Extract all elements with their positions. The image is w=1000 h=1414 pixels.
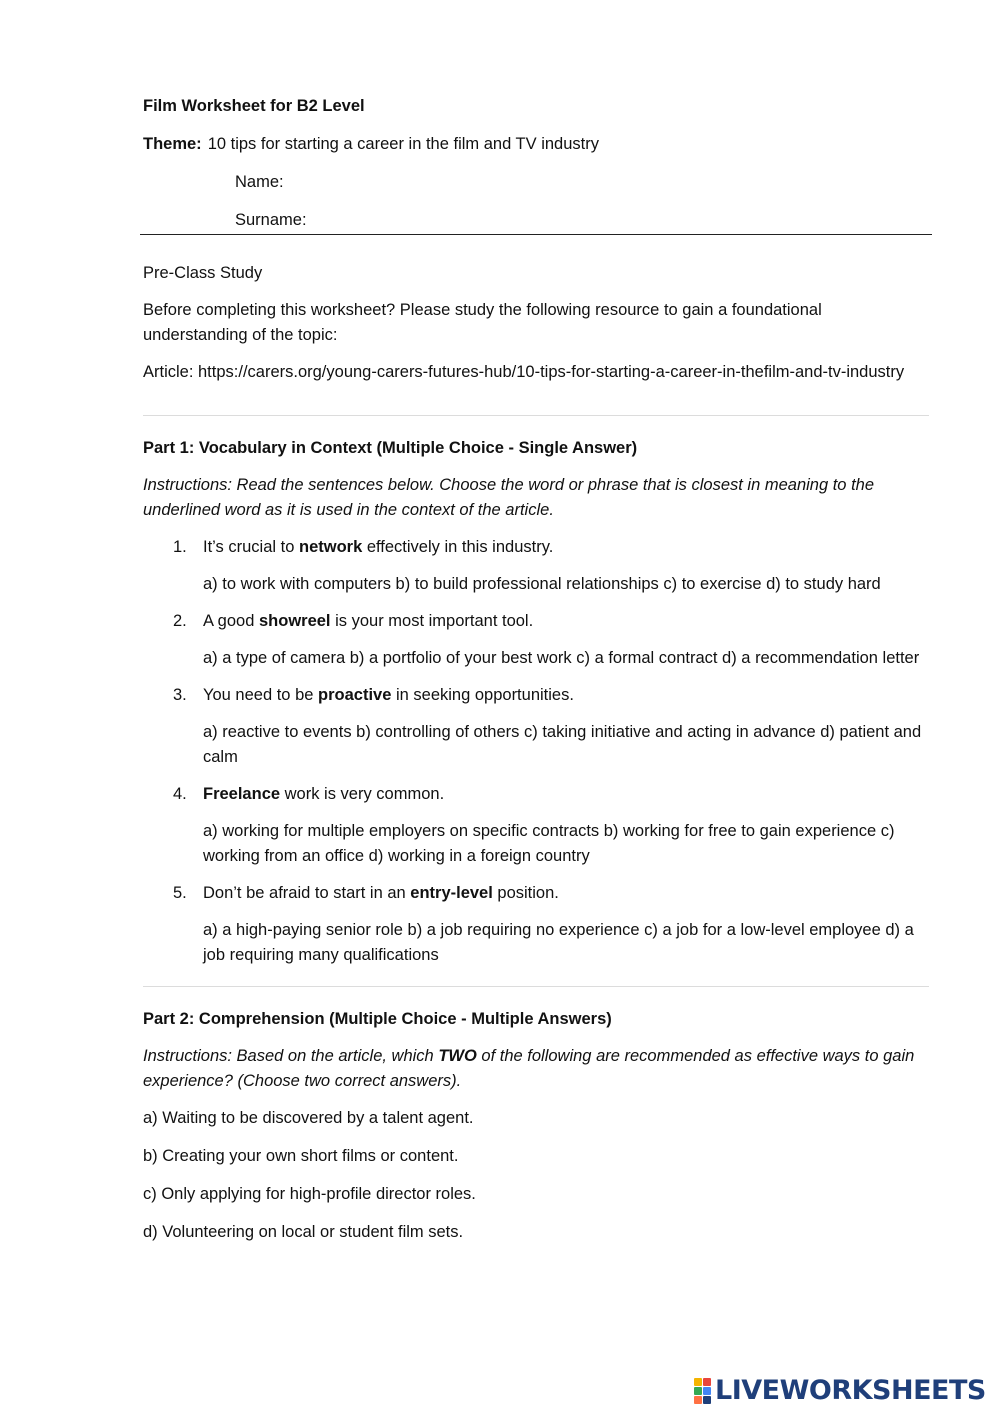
part1-instructions: Instructions: Read the sentences below. Choose the word or phrase that is closest in meaning to the underlined word as it is used in the context of the article. (143, 476, 875, 519)
question-number: 2. (173, 612, 187, 630)
question-keyword: network (298, 538, 363, 556)
question-options[interactable]: a) a high-paying senior role b) a job requiring no experience c) a job for a low-level employee d) a job requiring many qualifications (203, 921, 914, 964)
section-divider (143, 415, 929, 416)
logo-text: LIVEWORKSHEETS (715, 1375, 986, 1406)
part2-heading: Part 2: Comprehension (Multiple Choice - Multiple Answers) (143, 1010, 612, 1028)
worksheet-page (143, 94, 929, 1258)
question-item (143, 683, 929, 770)
theme-label: Theme: (143, 135, 202, 153)
theme-line (143, 132, 929, 157)
part1-question-list (143, 535, 929, 968)
question-keyword: Freelance (203, 785, 281, 803)
question-number: 3. (173, 686, 187, 704)
question-options[interactable]: a) to work with computers b) to build professional relationships c) to exercise d) to study hard (203, 575, 881, 593)
question-item (143, 609, 929, 671)
question-text: Don’t be afraid to start in an entry-level position. (203, 884, 559, 902)
section-divider (143, 986, 929, 987)
header-divider (140, 234, 932, 235)
question-keyword: entry-level (410, 884, 493, 902)
preclass-heading: Pre-Class Study (143, 264, 263, 282)
instruction-emphasis: TWO (438, 1047, 477, 1065)
question-text: It’s crucial to network effectively in this industry. (203, 538, 554, 556)
question-text: Freelance work is very common. (203, 785, 445, 803)
part1-heading: Part 1: Vocabulary in Context (Multiple Choice - Single Answer) (143, 439, 638, 457)
part2-instructions: Instructions: Based on the article, which TWO of the following are recommended as effective ways to gain experience? (Choose two correct answers). (143, 1047, 915, 1090)
question-number: 5. (173, 884, 187, 902)
question-options[interactable]: a) working for multiple employers on specific contracts b) working for free to gain experience c) working from an office d) working in a foreign country (203, 822, 895, 865)
theme-text: 10 tips for starting a career in the film and TV industry (207, 135, 599, 153)
answer-choice-b[interactable]: b) Creating your own short films or content. (143, 1147, 459, 1165)
answer-choice-c[interactable]: c) Only applying for high-profile director roles. (143, 1185, 476, 1203)
liveworksheets-logo[interactable] (694, 1376, 986, 1406)
answer-choice-d[interactable]: d) Volunteering on local or student film sets. (143, 1223, 464, 1241)
question-item (143, 782, 929, 869)
article-link[interactable]: Article: https://carers.org/young-carers-futures-hub/10-tips-for-starting-a-career-in-thefilm-and-tv-industry (143, 363, 905, 381)
question-item (143, 881, 929, 968)
answer-choice-a[interactable]: a) Waiting to be discovered by a talent agent. (143, 1109, 474, 1127)
question-text: A good showreel is your most important tool. (203, 612, 534, 630)
question-keyword: proactive (318, 686, 392, 704)
preclass-intro: Before completing this worksheet? Please study the following resource to gain a foundational understanding of the topic: (143, 301, 822, 344)
logo-grid-icon (694, 1378, 711, 1404)
worksheet-title: Film Worksheet for B2 Level (143, 97, 365, 115)
question-item (143, 535, 929, 597)
question-options[interactable]: a) a type of camera b) a portfolio of your best work c) a formal contract d) a recommendation letter (203, 649, 920, 667)
surname-field-label: Surname: (235, 211, 307, 229)
question-text: You need to be proactive in seeking opportunities. (203, 686, 574, 704)
question-options[interactable]: a) reactive to events b) controlling of others c) taking initiative and acting in advance d) patient and calm (203, 723, 922, 766)
name-field-label: Name: (235, 173, 284, 191)
question-keyword: showreel (258, 612, 331, 630)
question-number: 1. (173, 538, 187, 556)
question-number: 4. (173, 785, 187, 803)
